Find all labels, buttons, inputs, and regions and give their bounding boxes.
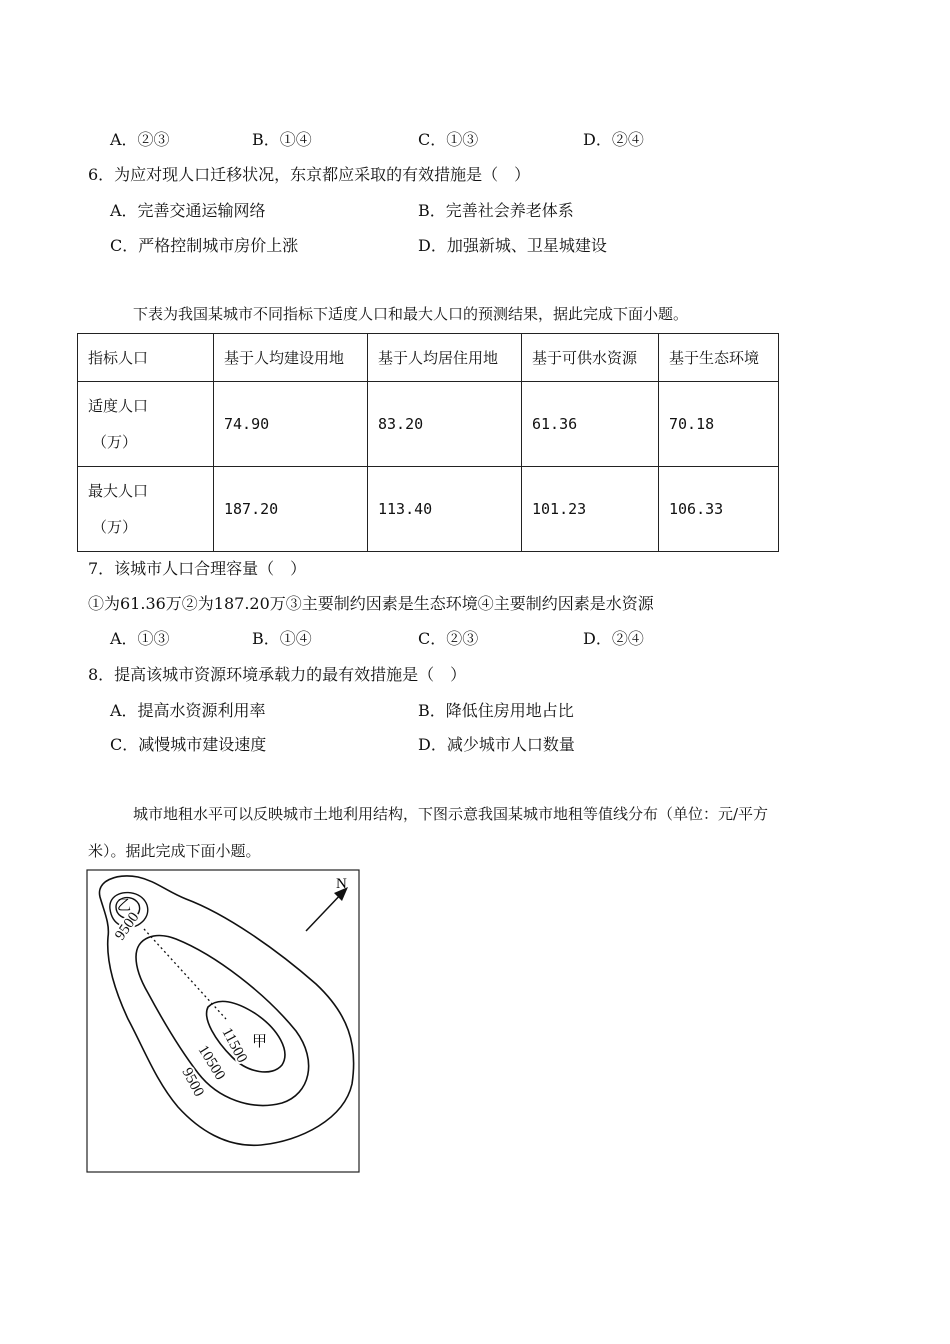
- table-row: [78, 467, 779, 552]
- q7-option-c: C．②③: [418, 629, 479, 648]
- table-header: 基于人均居住用地: [368, 334, 522, 382]
- table-cell: 83.20: [368, 382, 522, 467]
- table-header: 基于人均建设用地: [214, 334, 368, 382]
- q7-stem: 7．该城市人口合理容量（ ）: [88, 559, 307, 578]
- q7-option-a: A．①③: [110, 629, 170, 648]
- point-jia-label: 甲: [252, 1034, 268, 1050]
- q7-option-d: D．②④: [583, 629, 644, 648]
- table-header: 基于可供水资源: [522, 334, 659, 382]
- q5-option-b: B．①④: [252, 130, 312, 149]
- q8-option-a: A．提高水资源利用率: [110, 701, 266, 720]
- table-header-row: [78, 334, 779, 382]
- map-intro-line1: 城市地租水平可以反映城市土地利用结构，下图示意我国某城市地租等值线分布（单位：元/平方: [133, 805, 769, 823]
- population-table: [77, 333, 779, 552]
- row-label-line2: （万）: [92, 433, 138, 451]
- q5-option-a: A．②③: [110, 130, 170, 149]
- q7-statements: ①为61.36万②为187.20万③主要制约因素是生态环境④主要制约因素是水资源: [88, 594, 654, 613]
- land-rent-contour-map: [86, 869, 361, 1174]
- q6-option-c: C．严格控制城市房价上涨: [110, 236, 299, 255]
- q8-option-c: C．减慢城市建设速度: [110, 735, 267, 754]
- q6-option-a: A．完善交通运输网络: [110, 201, 266, 220]
- contour-label-11500: 11500: [218, 1025, 250, 1066]
- table-cell: 106.33: [659, 467, 779, 552]
- q5-option-c: C．①③: [418, 130, 479, 149]
- contour-label-9500-top: 9500: [112, 909, 143, 944]
- q5-option-d: D．②④: [583, 130, 644, 149]
- row-label: [78, 467, 214, 552]
- row-label: [78, 382, 214, 467]
- table-row: [78, 382, 779, 467]
- row-label-line2: （万）: [92, 518, 138, 536]
- contour-label-10500: 10500: [194, 1042, 229, 1083]
- row-label-line1: 最大人口: [88, 482, 149, 500]
- row-label-line1: 适度人口: [88, 397, 149, 415]
- table-header: 指标人口: [78, 334, 214, 382]
- table-cell: 61.36: [522, 382, 659, 467]
- table-intro: 下表为我国某城市不同指标下适度人口和最大人口的预测结果，据此完成下面小题。: [133, 305, 689, 323]
- q8-stem: 8．提高该城市资源环境承载力的最有效措施是（ ）: [88, 665, 467, 684]
- contour-label-9500-bottom: 9500: [178, 1065, 207, 1100]
- table-cell: 113.40: [368, 467, 522, 552]
- q8-option-d: D．减少城市人口数量: [418, 735, 575, 754]
- q6-stem: 6．为应对现人口迁移状况，东京都应采取的有效措施是（ ）: [88, 165, 531, 184]
- table-header: 基于生态环境: [659, 334, 779, 382]
- map-intro-line2: 米）。据此完成下面小题。: [88, 842, 261, 860]
- point-yi-label: 乙: [117, 899, 131, 914]
- north-label: N: [336, 876, 347, 892]
- q6-option-b: B．完善社会养老体系: [418, 201, 574, 220]
- q6-option-d: D．加强新城、卫星城建设: [418, 236, 607, 255]
- table-cell: 74.90: [214, 382, 368, 467]
- table-cell: 101.23: [522, 467, 659, 552]
- q8-option-b: B．降低住房用地占比: [418, 701, 574, 720]
- table-cell: 70.18: [659, 382, 779, 467]
- table-cell: 187.20: [214, 467, 368, 552]
- q7-option-b: B．①④: [252, 629, 312, 648]
